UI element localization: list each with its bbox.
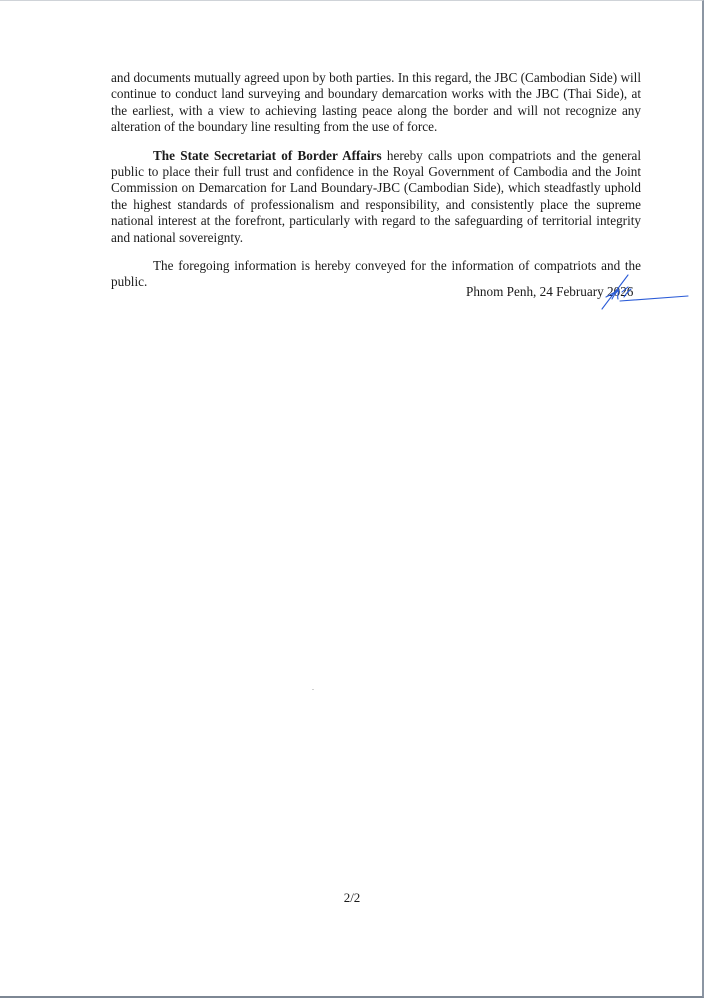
paragraph-call-upon-public: [111, 148, 641, 246]
place-and-date: Phnom Penh, 24 February 2026: [466, 284, 634, 299]
signature-initials: [598, 263, 690, 315]
paragraph-jbc-continuation: and documents mutually agreed upon by both parties. In this regard, the JBC (Cambodian Side) will continue to conduct land surveying and boundary demarcation works with the JBC (Thai Side), at the earliest, with a view to achieving lasting peace along the border and will not recognize any alteration of the boundary line resulting from the use of force.: [111, 70, 641, 135]
paragraph-call-upon-text: hereby calls upon compatriots and the general public to place their full trust and confidence in the Royal Government of Cambodia and the Joint Commission on Demarcation for Land Boundary-JBC (Cambodian Side), which steadfastly uphold the highest standards of professionalism and responsibility, and consistently place the supreme national interest at the forefront, particularly with regard to the safeguarding of territorial integrity and national sovereignty.: [111, 147, 641, 245]
paragraph-lead-state-secretariat: The State Secretariat of Border Affairs: [153, 147, 382, 163]
document-body: [111, 70, 641, 303]
scan-speck: [312, 689, 314, 690]
paragraph-closing-statement: The foregoing information is hereby conveyed for the information of compatriots and the public.: [111, 258, 641, 290]
page-number: 2/2: [343, 890, 361, 905]
